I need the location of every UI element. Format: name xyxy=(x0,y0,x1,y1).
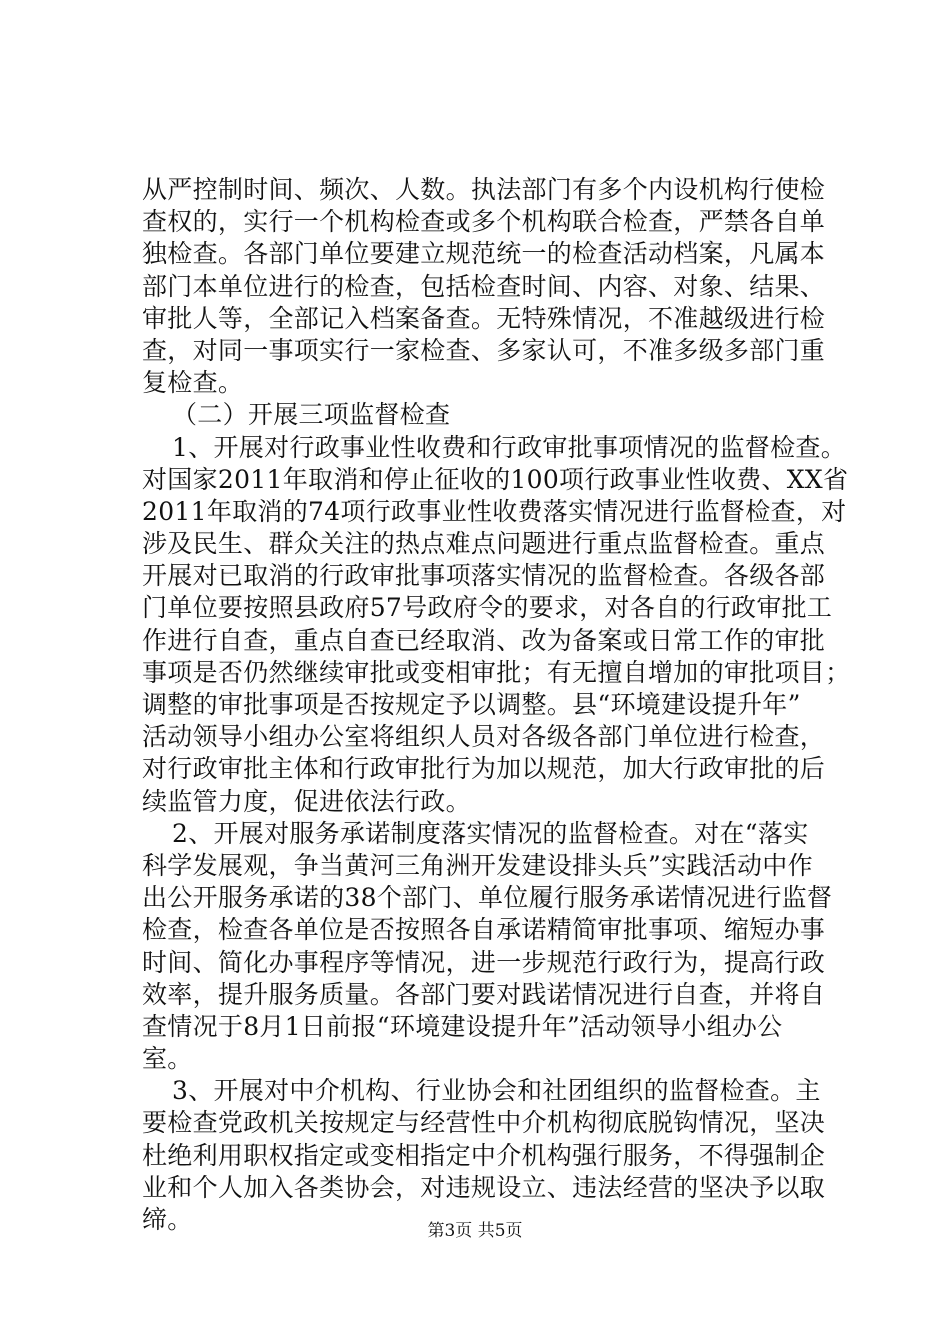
document-body xyxy=(142,174,851,1236)
text-line: 效率，提升服务质量。各部门要对践诺情况进行自查，并将自 xyxy=(142,979,826,1009)
text-line: 要检查党政机关按规定与经营性中介机构彻底脱钩情况，坚决 xyxy=(142,1108,826,1138)
text-line: 复检查。 xyxy=(142,368,244,398)
text-line: 涉及民生、群众关注的热点难点问题进行重点监督检查。重点 xyxy=(142,529,826,559)
text-line: 查，对同一事项实行一家检查、多家认可，不准多级多部门重 xyxy=(142,335,826,365)
text-line: 续监管力度，促进依法行政。 xyxy=(142,786,471,816)
text-line: 缔。 xyxy=(142,1205,193,1234)
text-line: 业和个人加入各类协会，对违规设立、违法经营的坚决予以取 xyxy=(142,1172,826,1202)
text-line: 2011年取消的74项行政事业性收费落实情况进行监督检查，对 xyxy=(142,496,847,526)
text-line: 查权的，实行一个机构检查或多个机构联合检查，严禁各自单 xyxy=(142,207,826,237)
text-line: 部门本单位进行的检查，包括检查时间、内容、对象、结果、 xyxy=(142,271,826,301)
paragraph-first-line: 2、开展对服务承诺制度落实情况的监督检查。对在“落实 xyxy=(172,818,809,848)
text-line: 科学发展观，争当黄河三角洲开发建设排头兵”实践活动中作 xyxy=(142,850,813,880)
text-line: 出公开服务承诺的38个部门、单位履行服务承诺情况进行监督 xyxy=(142,883,833,913)
text-line: 审批人等，全部记入档案备查。无特殊情况，不准越级进行检 xyxy=(142,303,826,333)
text-line: 独检查。各部门单位要建立规范统一的检查活动档案，凡属本 xyxy=(142,239,826,269)
text-line: 活动领导小组办公室将组织人员对各级各部门单位进行检查， xyxy=(142,722,826,752)
text-line: 查情况于8月1日前报“环境建设提升年”活动领导小组办公 xyxy=(142,1011,783,1041)
text-line: 杜绝利用职权指定或变相指定中介机构强行服务，不得强制企 xyxy=(142,1140,826,1170)
text-line: 对国家2011年取消和停止征收的100项行政事业性收费、XX省 xyxy=(142,464,849,494)
paragraph-first-line: 1、开展对行政事业性收费和行政审批事项情况的监督检查。 xyxy=(172,432,847,462)
section-heading: （二）开展三项监督检查 xyxy=(172,400,451,430)
text-line: 门单位要按照县政府57号政府令的要求，对各自的行政审批工 xyxy=(142,593,833,623)
paragraph-first-line: 3、开展对中介机构、行业协会和社团组织的监督检查。主 xyxy=(172,1076,821,1106)
text-line: 事项是否仍然继续审批或变相审批；有无擅自增加的审批项目； xyxy=(142,657,851,687)
page-number-footer: 第3页 共5页 xyxy=(427,1221,523,1241)
text-line: 时间、简化办事程序等情况，进一步规范行政行为，提高行政 xyxy=(142,947,826,977)
text-line: 从严控制时间、频次、人数。执法部门有多个内设机构行使检 xyxy=(142,175,826,204)
text-line: 作进行自查，重点自查已经取消、改为备案或日常工作的审批 xyxy=(142,625,826,655)
text-line: 开展对已取消的行政审批事项落实情况的监督检查。各级各部 xyxy=(142,561,826,591)
text-line: 室。 xyxy=(142,1044,193,1074)
text-line: 调整的审批事项是否按规定予以调整。县“环境建设提升年” xyxy=(142,690,801,719)
text-line: 检查，检查各单位是否按照各自承诺精简审批事项、缩短办事 xyxy=(142,915,826,945)
text-line: 对行政审批主体和行政审批行为加以规范，加大行政审批的后 xyxy=(142,754,826,784)
